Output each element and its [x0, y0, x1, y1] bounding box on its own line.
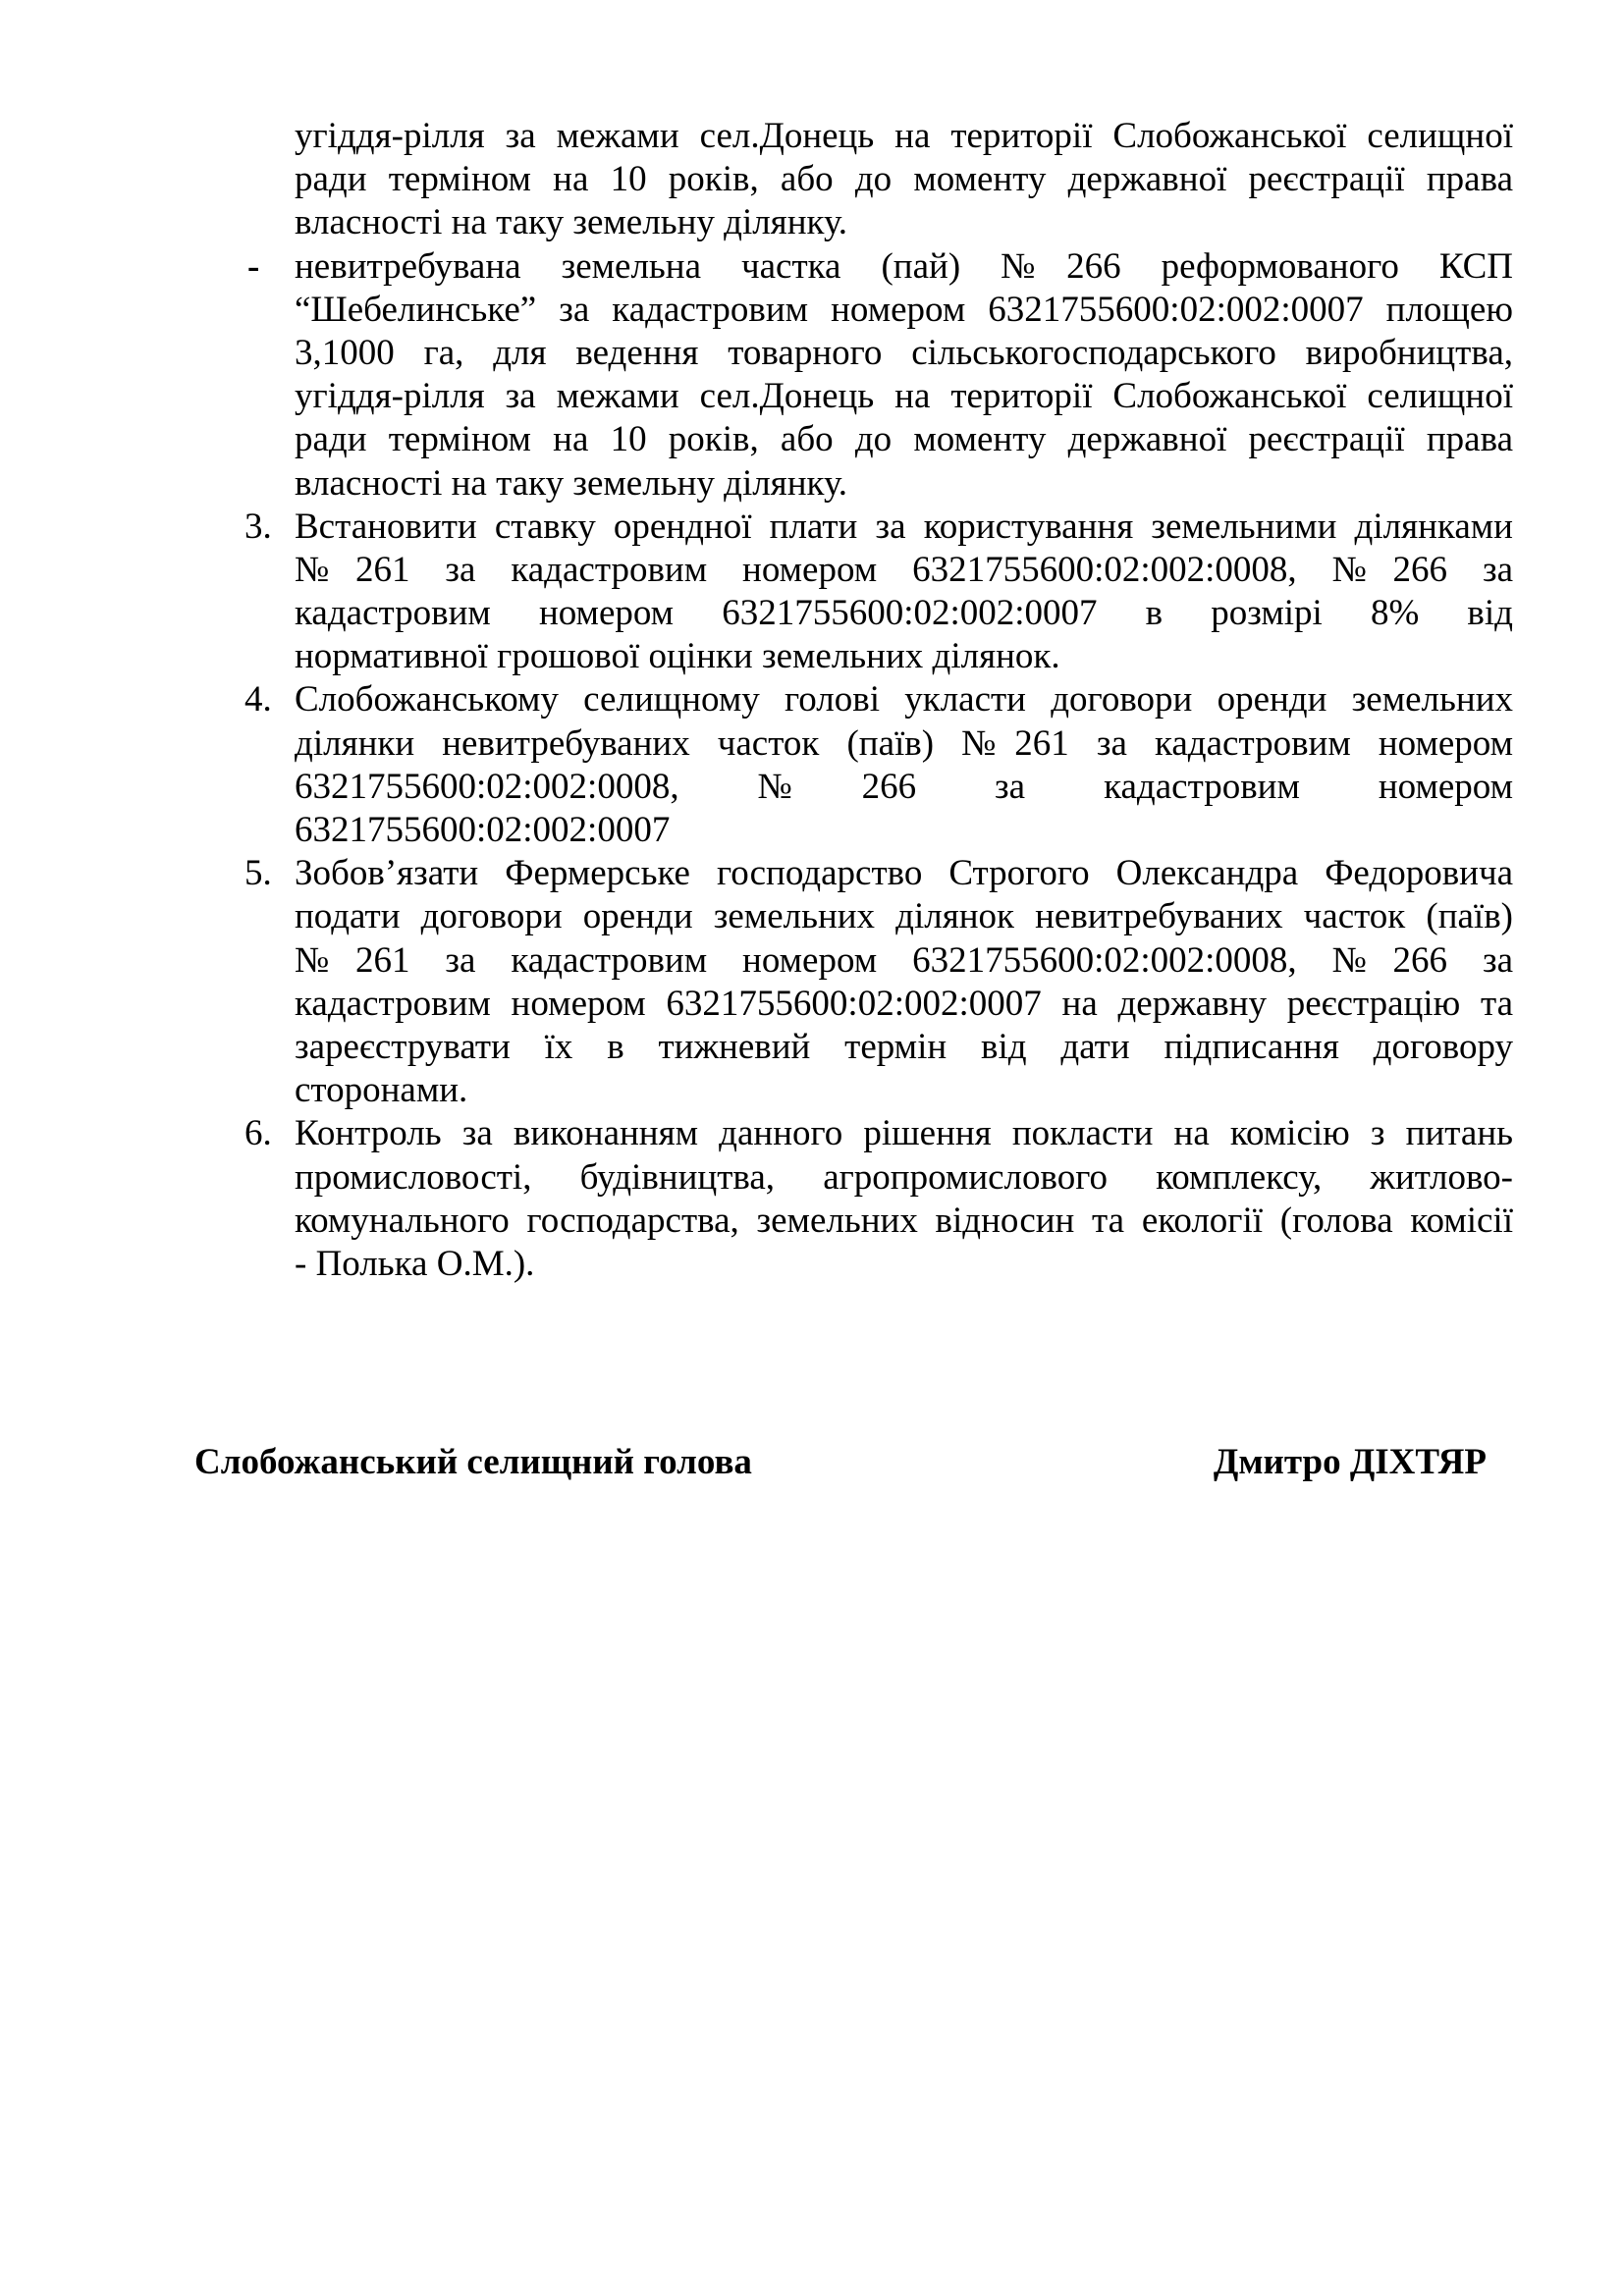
text-line: 3. Встановити ставку орендної плати за користування земельними ділянками: [244, 506, 1513, 549]
text-line: кадастровим номером 6321755600:02:002:0007 в розмірі 8% від: [295, 593, 1513, 634]
text-line: кадастровим номером 6321755600:02:002:0007 на державну реєстрацію та: [295, 983, 1513, 1024]
text-line: 5. Зобов’язати Фермерське господарство Строгого Олександра Федоровича: [244, 852, 1513, 895]
text-line: ділянки невитребуваних часток (паїв) №261 за кадастровим номером: [295, 722, 1513, 764]
list-number: 3.: [244, 506, 272, 547]
text-line: 3,1000 га, для ведення товарного сільськогосподарського виробництва,: [295, 332, 1513, 373]
list-number: 5.: [244, 853, 272, 894]
text-line: №261 за кадастровим номером 6321755600:02:002:0008, №266 за: [295, 939, 1513, 981]
list-item-dash: [244, 245, 1513, 506]
text-line: сторонами.: [295, 1070, 468, 1111]
text-line: власності на таку земельну ділянку.: [295, 202, 848, 243]
text-line: 6321755600:02:002:0007: [295, 810, 671, 850]
text-line: 6321755600:02:002:0008, №266 за кадастровим номером: [295, 766, 1513, 807]
list-item-5: [244, 852, 1513, 1112]
text-line: 4. Слобожанському селищному голові укласти договори оренди земельних: [244, 678, 1513, 721]
text-line: власності на таку земельну ділянку.: [295, 462, 848, 504]
text-line: нормативної грошової оцінки земельних ділянок.: [295, 636, 1060, 677]
list-marker: -: [247, 245, 260, 287]
list-number: 4.: [244, 679, 272, 721]
text-line: 6. Контроль за виконанням данного рішення покласти на комісію з питань: [244, 1112, 1513, 1155]
text-line: ради терміном на 10 років, або до моменту державної реєстрації права: [295, 159, 1513, 200]
list-item-3: [244, 506, 1513, 679]
text-line: комунального господарства, земельних відносин та екології (голова комісії: [295, 1200, 1513, 1241]
list-number: 6.: [244, 1113, 272, 1154]
intro-continuation: [244, 115, 1513, 245]
decision-body: [244, 115, 1513, 1286]
text-line: - Полька О.М.).: [295, 1243, 535, 1284]
text-line: угіддя-рілля за межами сел.Донець на території Слобожанської селищної: [295, 376, 1513, 417]
text-line: №261 за кадастровим номером 6321755600:02:002:0008, №266 за: [295, 549, 1513, 590]
list-item-4: [244, 678, 1513, 852]
text-line: зареєструвати їх в тижневий термін від дати підписання договору: [295, 1026, 1513, 1067]
text-line: промисловості, будівництва, агропромислового комплексу, житлово-: [295, 1156, 1513, 1198]
text-line: - невитребувана земельна частка (пай) №266 реформованого КСП: [244, 245, 1513, 289]
list-item-6: [244, 1112, 1513, 1286]
text-line: “Шебелинське” за кадастровим номером 6321755600:02:002:0007 площею: [295, 289, 1513, 330]
text-line: ради терміном на 10 років, або до моменту державної реєстрації права: [295, 419, 1513, 460]
signatory-position: Слобожанський селищний голова: [194, 1442, 752, 1482]
signatory-name: Дмитро ДІХТЯР: [1213, 1442, 1487, 1482]
text-line: подати договори оренди земельних ділянок невитребуваних часток (паїв): [295, 896, 1513, 937]
text-line: угіддя-рілля за межами сел.Донець на території Слобожанської селищної: [295, 116, 1513, 156]
